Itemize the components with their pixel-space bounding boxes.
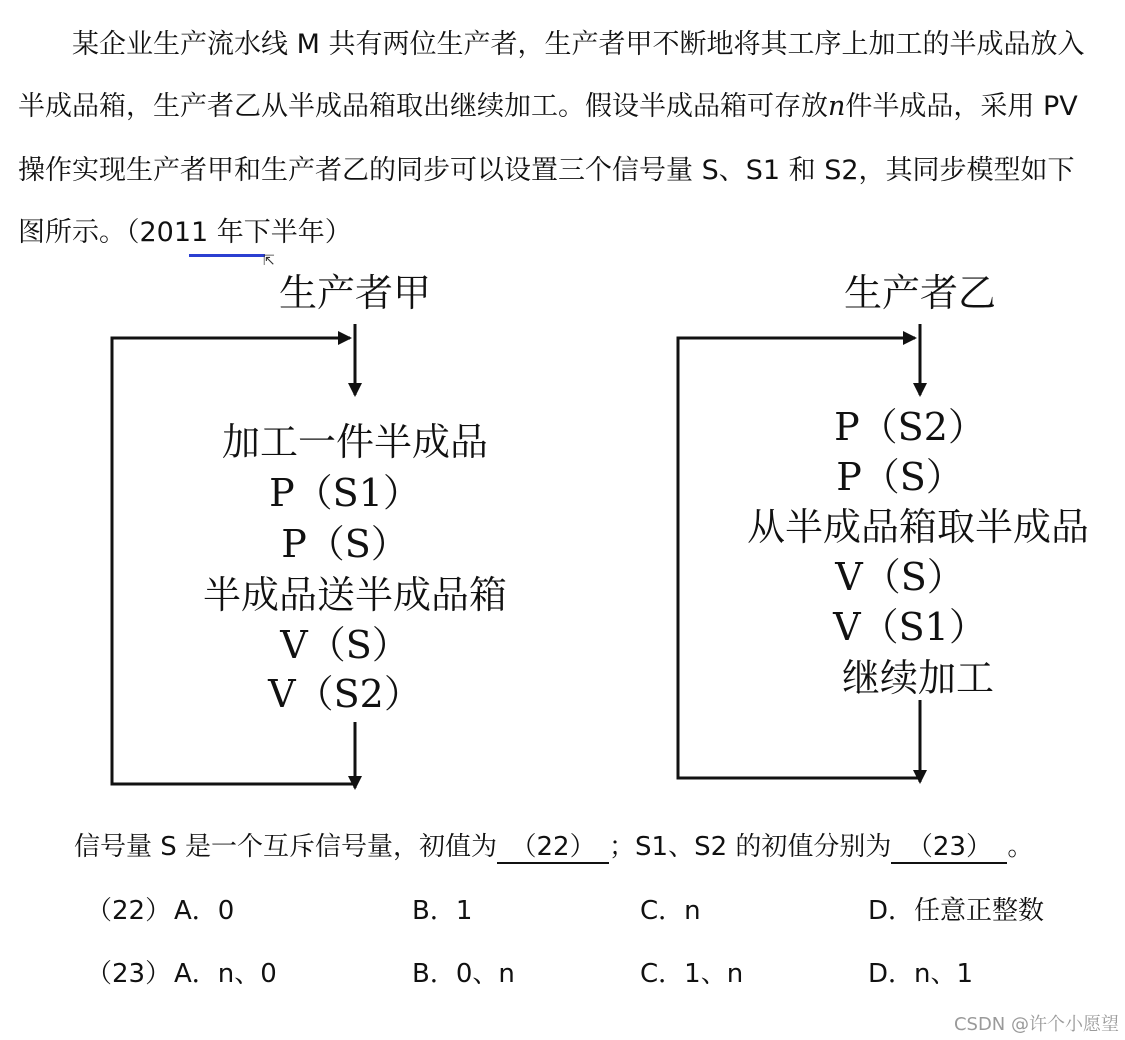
producer-b-step-4: V（S） [835, 555, 965, 599]
producer-a-step-1: 加工一件半成品 [221, 420, 489, 464]
producer-a-step-2: P（S1） [269, 471, 421, 515]
producer-b-loop [678, 324, 920, 782]
q23-option-b[interactable]: B．0、n [412, 959, 515, 989]
producer-a-step-6: V（S2） [268, 672, 422, 716]
question-text-b: ；S1、S2 的初值分别为 [609, 832, 892, 862]
q23-number: （23） [86, 959, 172, 989]
intro-line-1: 某企业生产流水线 M 共有两位生产者，生产者甲不断地将其工序上加工的半成品放入 [72, 29, 1085, 60]
blank-22: （22） [497, 832, 609, 864]
mouse-cursor-icon: ⇱ [263, 253, 275, 269]
intro-line-2a: 半成品箱，生产者乙从半成品箱取出继续加工。假设半成品箱可存放 [18, 91, 828, 122]
q23-option-a[interactable]: A．n、0 [174, 959, 277, 989]
producer-b-title: 生产者乙 [843, 271, 997, 315]
producer-a-step-4: 半成品送半成品箱 [202, 573, 508, 617]
annotation-underline [189, 254, 265, 257]
intro-line-4: 图所示。（2011 年下半年） [18, 217, 352, 248]
question-text-a: 信号量 S 是一个互斥信号量，初值为 [74, 832, 498, 862]
question-line [74, 826, 1033, 864]
producer-b-step-2: P（S） [836, 455, 964, 499]
intro-line-2b: 件半成品，采用 PV [845, 91, 1078, 122]
q22-number: （22） [86, 896, 172, 926]
sync-diagram [0, 260, 1125, 800]
producer-a-step-5: V（S） [280, 623, 410, 667]
producer-b-step-5: V（S1） [833, 605, 987, 649]
producer-b-step-3: 从半成品箱取半成品 [746, 505, 1090, 549]
producer-b-step-6: 继续加工 [841, 656, 995, 700]
intro-line-3: 操作实现生产者甲和生产者乙的同步可以设置三个信号量 S、S1 和 S2，其同步模型如下 [18, 155, 1075, 186]
question-text-c: 。 [1007, 832, 1034, 862]
variable-n: n [828, 91, 846, 122]
q23-option-d[interactable]: D．n、1 [868, 959, 974, 989]
q23-option-c[interactable]: C．1、n [640, 959, 744, 989]
q22-option-a[interactable]: A．0 [174, 896, 235, 926]
blank-23: （23） [891, 832, 1007, 864]
q22-option-d[interactable]: D．任意正整数 [868, 896, 1045, 926]
intro-line-2 [18, 84, 1078, 123]
producer-b-step-1: P（S2） [834, 405, 986, 449]
q22-option-c[interactable]: C．n [640, 896, 701, 926]
producer-a-title: 生产者甲 [278, 271, 432, 315]
watermark: CSDN @许个小愿望 [953, 1014, 1119, 1035]
producer-a-step-3: P（S） [281, 522, 409, 566]
q22-option-b[interactable]: B．1 [412, 896, 473, 926]
